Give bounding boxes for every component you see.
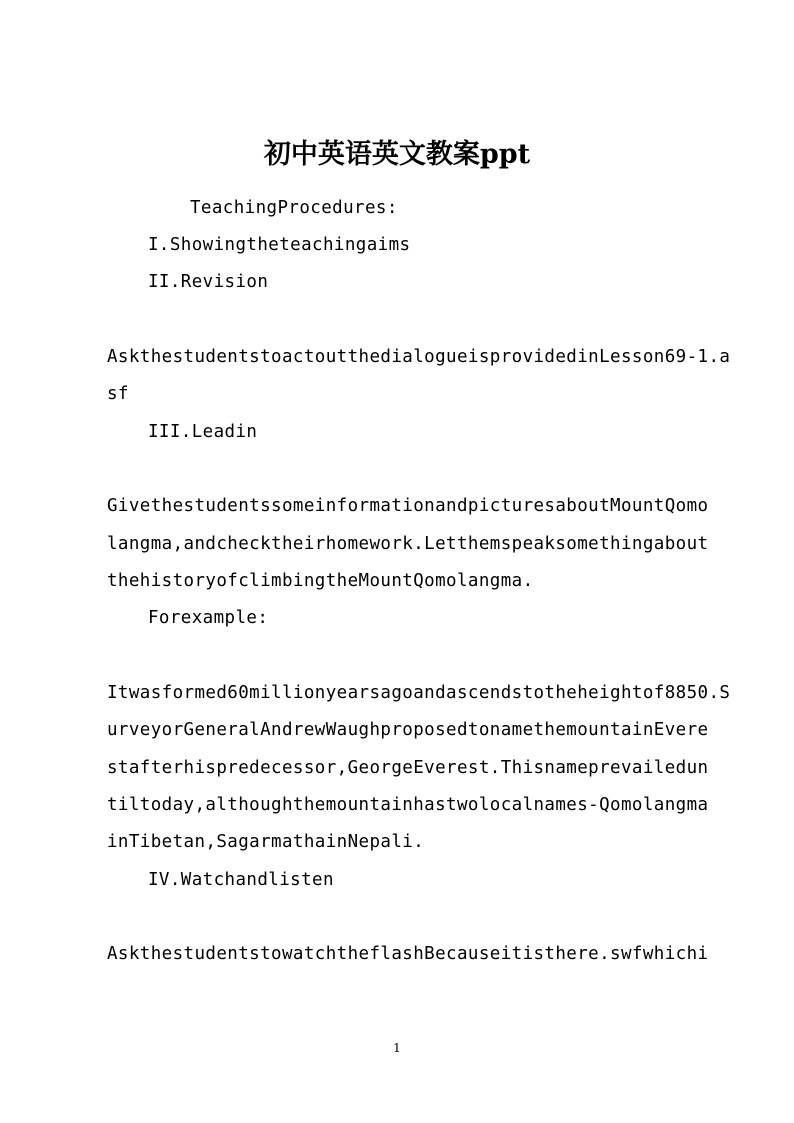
paragraph-line: urveyorGeneralAndrewWaughproposedtonamethemountainEvere (107, 720, 709, 740)
paragraph-line: tiltoday,althoughthemountainhastwolocalnames-Qomolangma (107, 795, 709, 815)
paragraph-line: AskthestudentstowatchtheflashBecauseitisthere.swfwhichi (107, 944, 709, 964)
list-item-leadin: III.Leadin (148, 422, 258, 442)
paragraph-line: Itwasformed60millionyearsagoandascendstotheheightof8850.S (107, 683, 731, 703)
section-heading-teaching-procedures: TeachingProcedures: (190, 198, 398, 218)
list-item-showing-aims: I.Showingtheteachingaims (148, 235, 411, 255)
document-title: 初中英语英文教案ppt (263, 139, 531, 170)
paragraph-line: langma,andchecktheirhomework.Letthemspeaksomethingabout (107, 534, 709, 554)
paragraph-line: AskthestudentstoactoutthedialogueisprovidedinLesson69-1.a (107, 347, 731, 367)
paragraph-line: thehistoryofclimbingtheMountQomolangma. (107, 571, 534, 591)
list-item-watch-listen: IV.Watchandlisten (148, 870, 334, 890)
paragraph-line: stafterhispredecessor,GeorgeEverest.Thisnameprevailedun (107, 758, 709, 778)
paragraph-line: sf (107, 384, 129, 404)
paragraph-line: inTibetan,SagarmathainNepali. (107, 832, 425, 852)
page-number: 1 (393, 1041, 401, 1055)
list-item-revision: II.Revision (148, 272, 269, 292)
paragraph-line: GivethestudentssomeinformationandpicturesaboutMountQomo (107, 496, 709, 516)
example-label: Forexample: (148, 608, 269, 628)
